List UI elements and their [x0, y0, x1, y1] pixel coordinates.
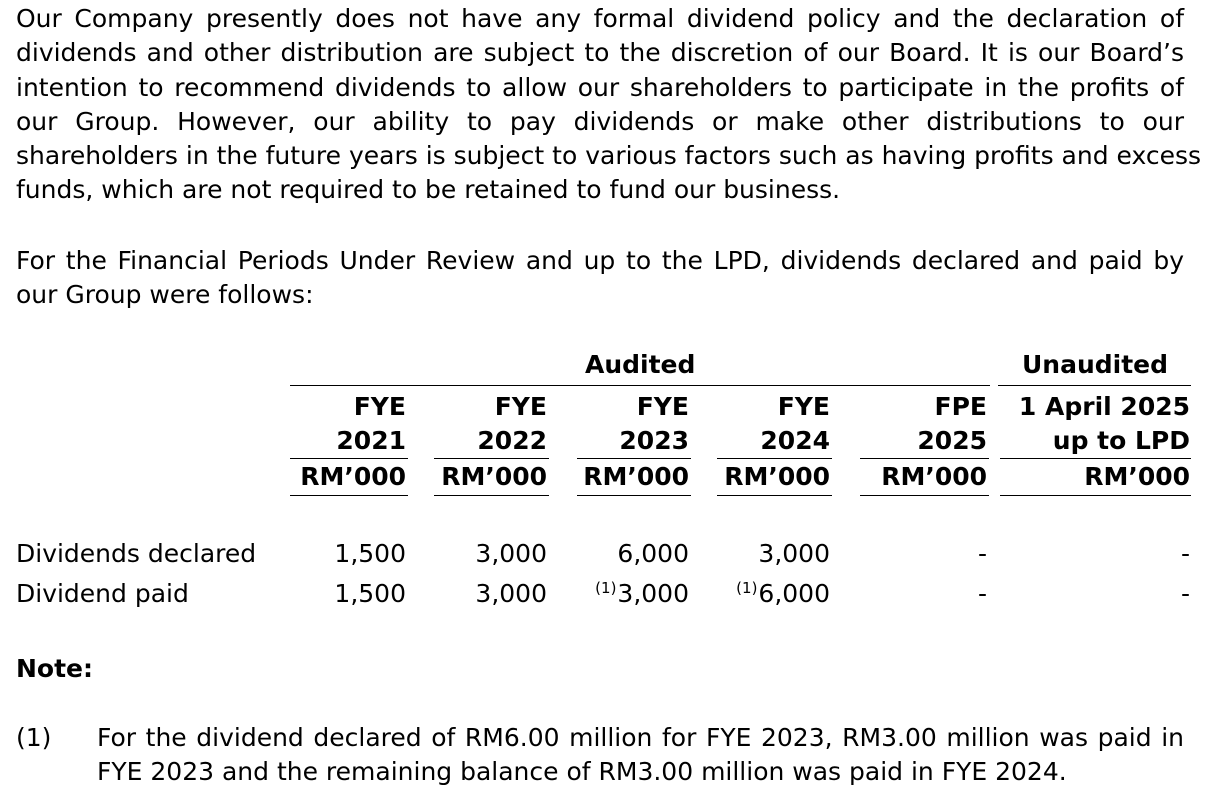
group-header-unaudited: Unaudited — [1022, 350, 1169, 379]
table-cell: - — [977, 579, 987, 608]
table-cell: 1,500 — [334, 539, 406, 568]
col-header: FYE 2022 — [477, 392, 547, 455]
table-cell: - — [1180, 579, 1190, 608]
col-header: FPE 2025 — [917, 392, 987, 455]
table-cell: 6,000 — [617, 539, 689, 568]
intro-line: our Group. However, our ability to pay dividends or make other distributions to our — [16, 106, 1184, 136]
note-heading: Note: — [16, 654, 94, 683]
col-unit: RM’000 — [724, 462, 830, 491]
intro-paragraph — [16, 2, 1202, 208]
col-rule — [577, 495, 691, 496]
row-label: Dividend paid — [16, 579, 189, 608]
col-unit: RM’000 — [881, 462, 987, 491]
col-rule — [290, 458, 408, 459]
intro-line: funds, which are not required to be retained to fund our business. — [16, 175, 841, 205]
table-cell: 3,000 — [475, 579, 547, 608]
col-unit: RM’000 — [583, 462, 689, 491]
intro-line: intention to recommend dividends to allow our shareholders to participate in the profits of — [16, 72, 1184, 102]
col-rule — [290, 495, 408, 496]
col-unit: RM’000 — [441, 462, 547, 491]
note-marker: (1) — [16, 723, 52, 752]
col-header: FYE 2023 — [619, 392, 689, 455]
col-rule — [1000, 458, 1191, 459]
table-cell: - — [977, 539, 987, 568]
unaudited-rule — [998, 385, 1191, 386]
intro-line: dividends and other distribution are subject to the discretion of our Board. It is our Board’s — [16, 38, 1184, 68]
note-line: For the dividend declared of RM6.00 million for FYE 2023, RM3.00 million was paid in — [97, 723, 1184, 752]
col-rule — [434, 458, 549, 459]
col-rule — [717, 458, 832, 459]
col-header: 1 April 2025 up to LPD — [1018, 392, 1190, 455]
table-cell: 1,500 — [334, 579, 406, 608]
table-cell: $^{(1)}$6,000 — [736, 579, 830, 608]
audited-rule — [290, 385, 990, 386]
lead-paragraph — [16, 244, 1184, 313]
col-rule — [860, 458, 989, 459]
col-rule — [434, 495, 549, 496]
col-rule — [577, 458, 691, 459]
table-cell: $^{(1)}$3,000 — [595, 579, 689, 608]
note-line: FYE 2023 and the remaining balance of RM3.00 million was paid in FYE 2024. — [97, 757, 1067, 787]
footnote-ref: (1) — [595, 579, 617, 597]
table-cell: 3,000 — [758, 539, 830, 568]
col-unit: RM’000 — [1084, 462, 1190, 491]
lead-line: For the Financial Periods Under Review and up to the LPD, dividends declared and paid by — [16, 246, 1184, 275]
intro-line: shareholders in the future years is subject to various factors such as having profits and excess — [16, 141, 1202, 171]
intro-line: Our Company presently does not have any formal dividend policy and the declaration of — [16, 4, 1184, 33]
table-cell: 3,000 — [475, 539, 547, 568]
footnote-ref: (1) — [736, 579, 758, 597]
col-unit: RM’000 — [300, 462, 406, 491]
group-header-audited: Audited — [585, 350, 696, 379]
row-label: Dividends declared — [16, 539, 257, 568]
table-cell: - — [1180, 539, 1190, 568]
col-header: FYE 2021 — [336, 392, 406, 455]
note-text — [97, 721, 1184, 790]
lead-line: our Group were follows: — [16, 280, 314, 310]
col-header: FYE 2024 — [760, 392, 830, 455]
col-rule — [860, 495, 989, 496]
col-rule — [717, 495, 832, 496]
col-rule — [1000, 495, 1191, 496]
